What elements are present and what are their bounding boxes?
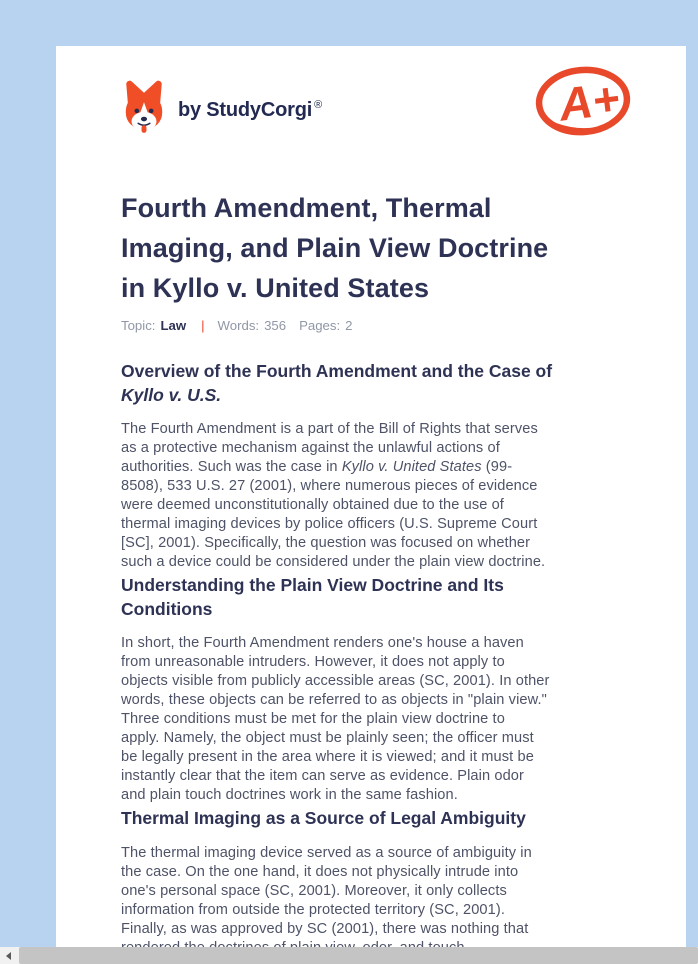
paragraph-line: were deemed unconstitutionally obtained due to the use of [121,497,504,513]
paragraph-line: the case. On the one hand, it does not physically intrude into [121,863,519,880]
paragraph-line: Three conditions must be met for the plain view doctrine to [121,711,505,727]
paragraph-line: Finally, as was approved by SC (2001), there was nothing that [121,920,529,937]
paragraph-line: The thermal imaging device served as a source of ambiguity in [121,844,532,861]
section-heading [121,574,633,621]
title-line: Imaging, and Plain View Doctrine [121,233,549,263]
section-heading-line: Kyllo v. U.S. [121,384,222,405]
section-heading-line: Thermal Imaging as a Source of Legal Ambiguity [121,808,526,828]
paragraph-line: one's personal space (SC, 2001). Moreover, it only collects [121,882,507,899]
words-value: 356 [264,318,287,333]
section-heading-line: Overview of the Fourth Amendment and the Case of [121,361,553,381]
brand-text: by StudyCorgi ® [178,99,322,121]
paragraph-line: from unreasonable intruders. However, it does not apply to [121,654,505,670]
scroll-left-button[interactable] [0,947,17,964]
document-page [56,46,686,964]
paragraph-line: as a protective mechanism against the unlawful actions of [121,440,500,456]
paragraph-line: In short, the Fourth Amendment renders one's house a haven [121,635,524,651]
left-arrow-icon [6,952,11,960]
article-meta [121,318,633,333]
pages-label: Pages: [299,318,341,333]
pages-value: 2 [345,318,353,333]
topic-label: Topic: [121,318,156,333]
section-heading [121,360,633,407]
page-title [121,188,633,308]
section-heading-line: Conditions [121,598,213,619]
paragraph-line: authorities. Such was the case in Kyllo v. United States (99- [121,459,513,475]
meta-separator: | [201,318,205,333]
paragraph [121,634,633,805]
paragraph-line: [SC], 2001). Specifically, the question was focused on whether [121,535,531,551]
page-header [121,63,633,142]
section-heading [121,807,633,831]
title-line: Fourth Amendment, Thermal [121,193,492,223]
words-label: Words: [217,318,260,333]
svg-text:A+: A+ [556,71,623,131]
paragraph-line: The Fourth Amendment is a part of the Bill of Rights that serves [121,421,538,437]
paragraph-line: instantly clear that the item can serve as evidence. Plain odor [121,768,524,784]
paragraph-line: 8508), 533 U.S. 27 (2001), where numerous pieces of evidence [121,478,538,494]
paragraph-line: be legally present in the area where it is viewed; and it must be [121,749,534,765]
paragraph-line: and plain touch doctrines work in the same fashion. [121,787,458,803]
paragraph-line: thermal imaging devices by police officers (U.S. Supreme Court [121,516,538,532]
section-heading-line: Understanding the Plain View Doctrine and Its [121,575,504,595]
registered-mark: ® [314,99,322,112]
scrollbar-thumb[interactable] [19,947,698,964]
paragraph [121,844,633,958]
paragraph-line: such a device could be considered under the plain view doctrine. [121,554,546,570]
corgi-icon [121,79,167,142]
horizontal-scrollbar[interactable] [0,947,698,964]
paragraph [121,420,633,572]
a-plus-stamp-icon [533,63,633,141]
paragraph-line: words, these objects can be referred to as objects in "plain view." [121,692,547,708]
title-line: in Kyllo v. United States [121,273,430,303]
topic-link[interactable]: Law [160,318,187,333]
article-sections [121,360,633,958]
brand[interactable] [121,79,322,142]
paragraph-line: information from outside the protected territory (SC, 2001). [121,901,505,918]
paragraph-line: apply. Namely, the object must be plainly seen; the officer must [121,730,534,746]
paragraph-line: objects visible from publicly accessible areas (SC, 2001). In other [121,673,550,689]
